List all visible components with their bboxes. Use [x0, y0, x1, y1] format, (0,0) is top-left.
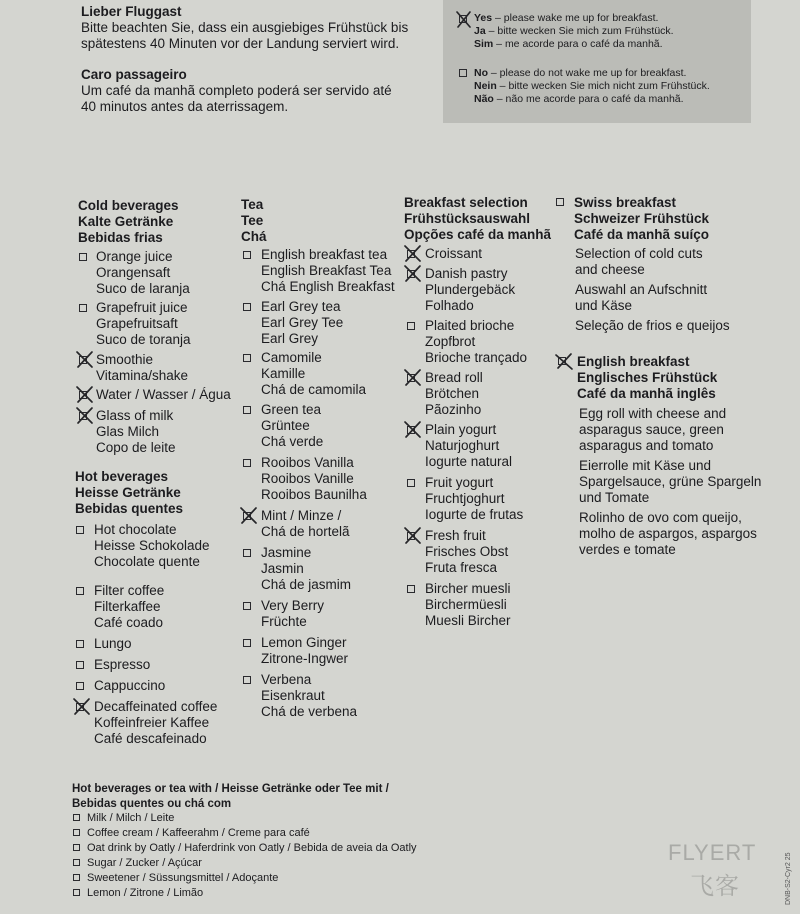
wake-text: – me acorde para o café da manhã.: [493, 38, 663, 50]
cold-beverage-item-line: Suco de toranja: [96, 332, 191, 347]
tea-checkbox[interactable]: [243, 639, 251, 647]
heading-line: Bebidas frias: [78, 230, 163, 245]
breakfast-item: [425, 422, 512, 470]
breakfast-item-line: Naturjoghurt: [425, 438, 500, 453]
breakfast-checkbox[interactable]: [407, 585, 415, 593]
breakfast-item: [425, 528, 508, 576]
tea-item: [261, 350, 366, 398]
breakfast-item-line: Brötchen: [425, 386, 480, 401]
desc-line: und Tomate: [579, 490, 650, 505]
breakfast-checkbox[interactable]: [407, 479, 415, 487]
desc-line: Egg roll with cheese and: [579, 406, 727, 421]
tea-checkbox[interactable]: [243, 251, 251, 259]
desc-line: Seleção de frios e queijos: [575, 318, 730, 333]
heading-line: Cold beverages: [78, 198, 179, 213]
breakfast-item-line: Fruchtjoghurt: [425, 491, 505, 506]
heading-line: Kalte Getränke: [78, 214, 174, 229]
hot-beverage-checkbox[interactable]: [76, 682, 84, 690]
tea-item-line: Chá de hortelã: [261, 524, 350, 539]
heading-line: Opções café da manhã: [404, 227, 552, 242]
extra-checkbox[interactable]: [73, 874, 80, 881]
hot-beverage-checkbox[interactable]: [76, 587, 84, 595]
hot-beverage-item-line: Espresso: [94, 657, 151, 672]
cold-beverage-item-line: Grapefruit juice: [96, 300, 188, 315]
watermark: [668, 840, 756, 866]
intro-portuguese-line: 40 minutos antes da aterrissagem.: [81, 99, 289, 114]
intro-german: [81, 4, 408, 52]
desc-line: verdes e tomate: [579, 542, 676, 557]
extra-item: Sugar / Zucker / Açúcar: [87, 857, 202, 869]
extra-item: Coffee cream / Kaffeerahm / Creme para café: [87, 827, 310, 839]
check-mark-icon: [554, 352, 576, 372]
english-breakfast-description: [579, 406, 761, 558]
check-mark-icon: [75, 406, 95, 426]
extra-checkbox[interactable]: [73, 814, 80, 821]
tea-item-line: Chá de camomila: [261, 382, 367, 397]
breakfast-item: [425, 581, 511, 629]
wake-text: – bitte wecken Sie mich zum Frühstück.: [485, 25, 674, 37]
tea-item-line: Green tea: [261, 402, 322, 417]
tea-item: [261, 455, 367, 503]
wake-text: – please do not wake me up for breakfast.: [488, 67, 687, 79]
tea-checkbox[interactable]: [243, 354, 251, 362]
tea-item-line: Kamille: [261, 366, 306, 381]
tea-checkbox[interactable]: [243, 602, 251, 610]
heading-line: Hot beverages: [75, 469, 169, 484]
heading-line: Bebidas quentes: [75, 501, 184, 516]
desc-line: und Käse: [575, 298, 633, 313]
heading-line: Schweizer Frühstück: [574, 211, 710, 226]
breakfast-selection-heading: [404, 195, 551, 243]
tea-item-line: Very Berry: [261, 598, 325, 613]
heading-line: Swiss breakfast: [574, 195, 677, 210]
hot-beverage-item-line: Cappuccino: [94, 678, 166, 693]
extra-item: Sweetener / Süssungsmittel / Adoçante: [87, 872, 279, 884]
extra-item: Milk / Milch / Leite: [87, 812, 175, 824]
cold-beverage-item-line: Orangensaft: [96, 265, 171, 280]
breakfast-item-line: Plain yogurt: [425, 422, 497, 437]
tea-item: [261, 247, 395, 295]
breakfast-item-line: Bread roll: [425, 370, 483, 385]
tea-item: [261, 635, 348, 667]
breakfast-item-line: Iogurte natural: [425, 454, 513, 469]
heading-line: Heisse Getränke: [75, 485, 181, 500]
cold-beverage-item: [96, 387, 231, 403]
check-mark-icon: [239, 506, 259, 526]
desc-line: Selection of cold cuts: [575, 246, 703, 261]
tea-item-line: Mint / Minze /: [261, 508, 342, 523]
tea-item-line: Jasmine: [261, 545, 312, 560]
wake-yes-text: [474, 12, 674, 51]
extra-checkbox[interactable]: [73, 829, 80, 836]
tea-item-line: Earl Grey: [261, 331, 319, 346]
tea-item-line: English breakfast tea: [261, 247, 388, 262]
check-mark-icon: [403, 526, 423, 546]
cold-beverage-item: [96, 408, 176, 456]
hot-beverage-item: [94, 699, 217, 747]
tea-item-line: Grüntee: [261, 418, 310, 433]
breakfast-item-line: Fruit yogurt: [425, 475, 494, 490]
tea-item: [261, 508, 350, 540]
hot-beverage-item: [94, 522, 210, 570]
breakfast-item-line: Plundergebäck: [425, 282, 516, 297]
tea-item-line: Eisenkraut: [261, 688, 325, 703]
cold-beverage-checkbox[interactable]: [79, 253, 87, 261]
tea-item-line: Verbena: [261, 672, 312, 687]
intro-german-line: spätestens 40 Minuten vor der Landung serviert wird.: [81, 36, 400, 51]
check-mark-icon: [403, 368, 423, 388]
breakfast-item-line: Fruta fresca: [425, 560, 498, 575]
breakfast-item-line: Pãozinho: [425, 402, 482, 417]
cold-beverage-item-line: Vitamina/shake: [96, 368, 189, 383]
breakfast-item-line: Iogurte de frutas: [425, 507, 524, 522]
extra-item: Oat drink by Oatly / Haferdrink von Oatly / Bebida de aveia da Oatly: [87, 842, 417, 854]
tea-item-line: English Breakfast Tea: [261, 263, 392, 278]
hot-beverage-checkbox[interactable]: [76, 526, 84, 534]
tea-item-line: Chá English Breakfast: [261, 279, 395, 294]
breakfast-item: [425, 318, 527, 366]
breakfast-item-line: Muesli Bircher: [425, 613, 511, 628]
tea-item: [261, 402, 323, 450]
hot-beverage-item-line: Hot chocolate: [94, 522, 177, 537]
wake-no-text: [474, 67, 710, 106]
print-code: DNB-S2-Cyr2 25: [785, 852, 792, 905]
tea-item-line: Chá de verbena: [261, 704, 358, 719]
tea-item: [261, 672, 357, 720]
cold-beverage-checkbox[interactable]: [79, 304, 87, 312]
tea-item-line: Rooibos Baunilha: [261, 487, 367, 502]
heading-line: Englisches Frühstück: [577, 370, 718, 385]
desc-line: asparagus and tomato: [579, 438, 714, 453]
heading-line: Café da manhã suíço: [574, 227, 710, 242]
breakfast-item-line: Folhado: [425, 298, 474, 313]
breakfast-item-line: Croissant: [425, 246, 483, 261]
watermark-text: FLYERT: [668, 840, 757, 865]
wake-label: No: [474, 67, 488, 79]
watermark-sub-text: 飞客: [690, 873, 740, 900]
desc-line: and cheese: [575, 262, 645, 277]
breakfast-item: [425, 475, 523, 523]
swiss-breakfast-description: [575, 246, 730, 334]
cold-beverages-heading: [78, 198, 179, 246]
intro-portuguese-title: Caro passageiro: [81, 67, 187, 82]
heading-line: Café da manhã inglês: [577, 386, 716, 401]
english-breakfast-heading: [577, 354, 717, 402]
tea-checkbox[interactable]: [243, 303, 251, 311]
hot-beverages-heading: [75, 469, 183, 517]
cold-beverage-item: [96, 300, 191, 348]
hot-beverage-item-line: Filter coffee: [94, 583, 165, 598]
tea-item-line: Zitrone-Ingwer: [261, 651, 349, 666]
desc-line: Spargelsauce, grüne Spargeln: [579, 474, 762, 489]
breakfast-item-line: Birchermüesli: [425, 597, 507, 612]
intro-german-line: Bitte beachten Sie, dass ein ausgiebiges Frühstück bis: [81, 20, 409, 35]
heading-line: Bebidas quentes ou chá com: [72, 798, 232, 810]
tea-item-line: Lemon Ginger: [261, 635, 347, 650]
check-mark-icon: [403, 244, 423, 264]
breakfast-item-line: Bircher muesli: [425, 581, 511, 596]
extra-checkbox[interactable]: [73, 844, 80, 851]
cold-beverage-item-line: Orange juice: [96, 249, 173, 264]
hot-beverage-checkbox[interactable]: [76, 661, 84, 669]
hot-beverage-item-line: Lungo: [94, 636, 132, 651]
hot-beverage-item: [94, 657, 150, 673]
tea-checkbox[interactable]: [243, 459, 251, 467]
extra-checkbox[interactable]: [73, 859, 80, 866]
hot-beverage-item-line: Café coado: [94, 615, 164, 630]
hot-beverage-checkbox[interactable]: [76, 640, 84, 648]
desc-line: molho de aspargos, aspargos: [579, 526, 757, 541]
swiss-breakfast-heading: [574, 195, 709, 243]
check-mark-icon: [72, 697, 92, 717]
cold-beverage-item: [96, 352, 188, 384]
heading-line: English breakfast: [577, 354, 690, 369]
desc-line: Rolinho de ovo com queijo,: [579, 510, 742, 525]
hot-beverage-item: [94, 678, 165, 694]
tea-checkbox[interactable]: [243, 549, 251, 557]
desc-line: asparagus sauce, green: [579, 422, 724, 437]
extras-heading: [72, 782, 389, 812]
breakfast-item-line: Plaited brioche: [425, 318, 515, 333]
heading-line: Tee: [241, 213, 264, 228]
hot-beverage-item-line: Heisse Schokolade: [94, 538, 210, 553]
tea-checkbox[interactable]: [243, 406, 251, 414]
swiss-breakfast-checkbox[interactable]: [556, 198, 564, 206]
tea-item-line: Earl Grey Tee: [261, 315, 344, 330]
breakfast-item: [425, 370, 483, 418]
breakfast-item: [425, 266, 515, 314]
wake-label: Sim: [474, 38, 494, 50]
intro-portuguese: [81, 67, 392, 115]
tea-item-line: Jasmin: [261, 561, 304, 576]
heading-line: Chá: [241, 229, 267, 244]
hot-beverage-item-line: Koffeinfreier Kaffee: [94, 715, 210, 730]
cold-beverage-item-line: Glas Milch: [96, 424, 160, 439]
breakfast-item: [425, 246, 482, 262]
intro-portuguese-line: Um café da manhã completo poderá ser servido até: [81, 83, 392, 98]
heading-line: Hot beverages or tea with / Heisse Getränke oder Tee mit /: [72, 783, 389, 795]
heading-line: Frühstücksauswahl: [404, 211, 531, 226]
hot-beverage-item: [94, 583, 164, 631]
hot-beverage-item-line: Filterkaffee: [94, 599, 161, 614]
watermark-sub: [690, 866, 740, 901]
check-mark-icon: [455, 10, 473, 30]
breakfast-item-line: Fresh fruit: [425, 528, 486, 543]
cold-beverage-item-line: Copo de leite: [96, 440, 176, 455]
wake-text: – não me acorde para o café da manhã.: [493, 93, 684, 105]
wake-label: Ja: [474, 25, 486, 37]
check-mark-icon: [403, 420, 423, 440]
tea-item-line: Camomile: [261, 350, 322, 365]
extra-checkbox[interactable]: [73, 889, 80, 896]
wake-text: – bitte wecken Sie mich nicht zum Frühstück.: [496, 80, 710, 92]
tea-item: [261, 299, 343, 347]
tea-item-line: Earl Grey tea: [261, 299, 341, 314]
hot-beverage-item-line: Chocolate quente: [94, 554, 200, 569]
breakfast-checkbox[interactable]: [407, 322, 415, 330]
check-mark-icon: [75, 350, 95, 370]
tea-item: [261, 598, 324, 630]
tea-item-line: Rooibos Vanilla: [261, 455, 354, 470]
desc-line: Auswahl an Aufschnitt: [575, 282, 708, 297]
cold-beverage-item-line: Suco de laranja: [96, 281, 190, 296]
hot-beverage-item-line: Decaffeinated coffee: [94, 699, 218, 714]
cold-beverage-item-line: Smoothie: [96, 352, 154, 367]
cold-beverage-item: [96, 249, 190, 297]
wake-label: Nein: [474, 80, 497, 92]
tea-item: [261, 545, 351, 593]
tea-heading: [241, 197, 267, 245]
desc-line: Eierrolle mit Käse und: [579, 458, 712, 473]
intro-german-title: Lieber Fluggast: [81, 4, 182, 19]
hot-beverage-item: [94, 636, 132, 652]
tea-item-line: Rooibos Vanille: [261, 471, 354, 486]
breakfast-item-line: Brioche trançado: [425, 350, 528, 365]
cold-beverage-item-line: Glass of milk: [96, 408, 174, 423]
heading-line: Tea: [241, 197, 264, 212]
tea-checkbox[interactable]: [243, 676, 251, 684]
check-mark-icon: [403, 264, 423, 284]
hot-beverage-item-line: Café descafeinado: [94, 731, 207, 746]
tea-item-line: Chá de jasmim: [261, 577, 352, 592]
breakfast-item-line: Danish pastry: [425, 266, 508, 281]
wake-text: – please wake me up for breakfast.: [492, 12, 659, 24]
tea-item-line: Früchte: [261, 614, 307, 629]
cold-beverage-item-line: Grapefruitsaft: [96, 316, 178, 331]
breakfast-item-line: Zopfbrot: [425, 334, 476, 349]
extra-item: Lemon / Zitrone / Limão: [87, 887, 204, 899]
tea-item-line: Chá verde: [261, 434, 324, 449]
cold-beverage-item-line: Water / Wasser / Água: [96, 387, 231, 402]
heading-line: Breakfast selection: [404, 195, 528, 210]
breakfast-item-line: Frisches Obst: [425, 544, 509, 559]
wake-label: Yes: [474, 12, 493, 24]
wake-no-checkbox[interactable]: [459, 69, 467, 77]
wake-label: Não: [474, 93, 494, 105]
check-mark-icon: [75, 385, 95, 405]
